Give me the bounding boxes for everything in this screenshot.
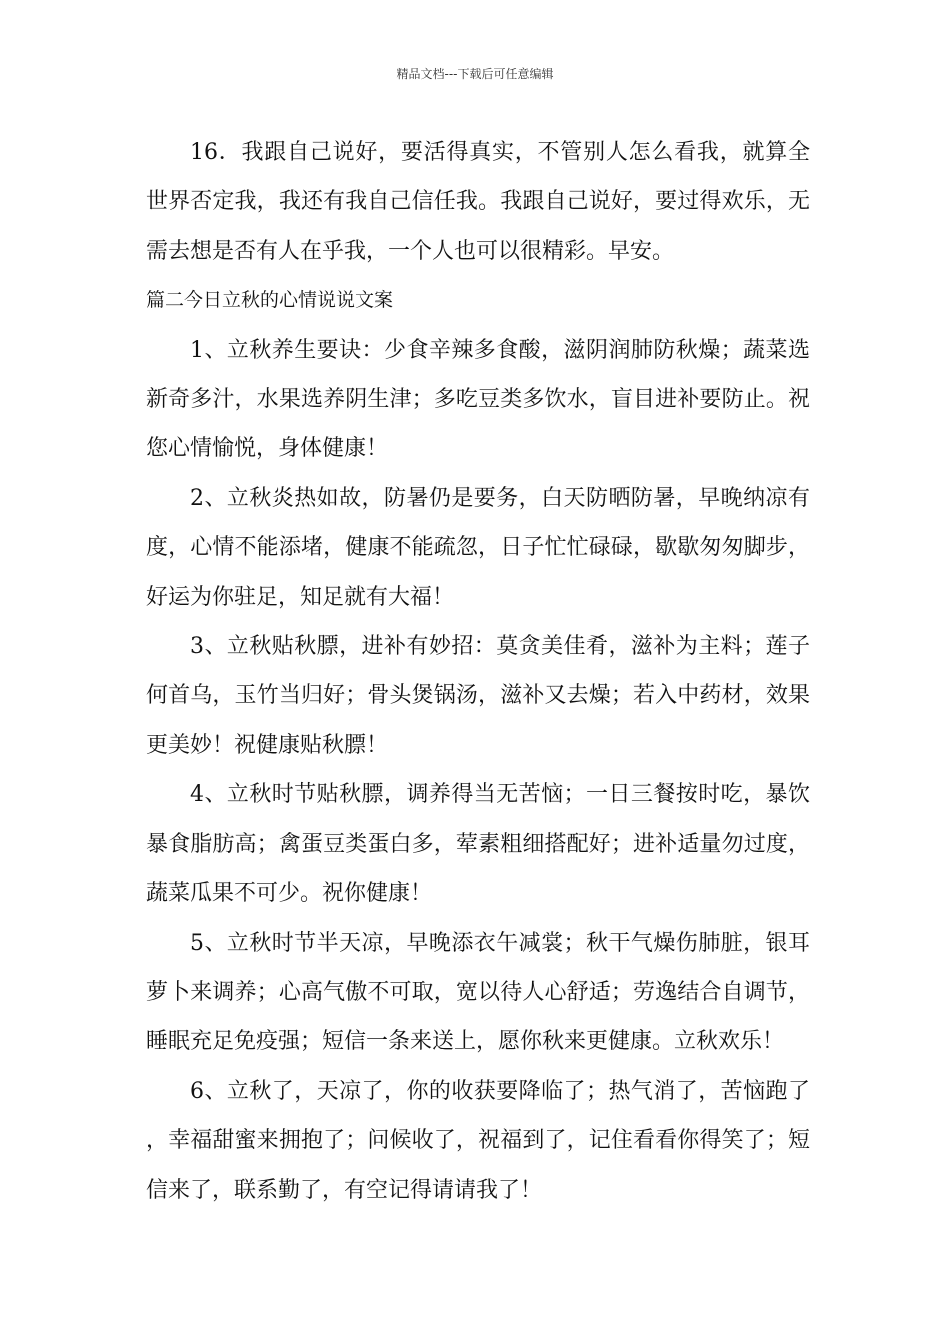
section-title: 篇二今日立秋的心情说说文案 (146, 289, 394, 312)
paragraph-4: 4、立秋时节贴秋膘，调养得当无苦恼；一日三餐按时吃，暴饮暴食脂肪高；禽蛋豆类蛋白多，荤素粗细搭配好；进补适量勿过度，蔬菜瓜果不可少。祝你健康！ (146, 782, 810, 907)
paragraph-2: 2、立秋炎热如故，防暑仍是要务，白天防晒防暑，早晚纳凉有度，心情不能添堵，健康不能疏忽，日子忙忙碌碌，歇歇匆匆脚步，好运为你驻足，知足就有大福！ (146, 485, 810, 610)
paragraph-5: 5、立秋时节半天凉，早晚添衣午减裳；秋干气燥伤肺脏，银耳萝卜来调养；心高气傲不可取，宽以待人心舒适；劳逸结合自调节，睡眠充足免疫强；短信一条来送上，愿你秋来更健康。立秋欢乐！ (146, 930, 810, 1055)
paragraph-6: 6、立秋了，天凉了，你的收获要降临了；热气消了，苦恼跑了，幸福甜蜜来拥抱了；问候收了，祝福到了，记住看看你得笑了；短信来了，联系勤了，有空记得请请我了！ (146, 1078, 810, 1203)
paragraph-16: 16．我跟自己说好，要活得真实，不管别人怎么看我，就算全世界否定我，我还有我自己信任我。我跟自己说好，要过得欢乐，无需去想是否有人在乎我，一个人也可以很精彩。早安。 (146, 140, 810, 264)
document-body (146, 128, 810, 1215)
paragraph-3: 3、立秋贴秋膘，进补有妙招：莫贪美佳肴，滋补为主料；莲子何首乌，玉竹当归好；骨头煲锅汤，滋补又去燥；若入中药材，效果更美妙！祝健康贴秋膘！ (146, 634, 810, 758)
paragraph-1: 1、立秋养生要诀：少食辛辣多食酸，滋阴润肺防秋燥；蔬菜选新奇多汁，水果选养阴生津；多吃豆类多饮水，盲目进补要防止。祝您心情愉悦，身体健康！ (146, 337, 810, 462)
page-header: 精品文档---下载后可任意编辑 (396, 67, 554, 81)
